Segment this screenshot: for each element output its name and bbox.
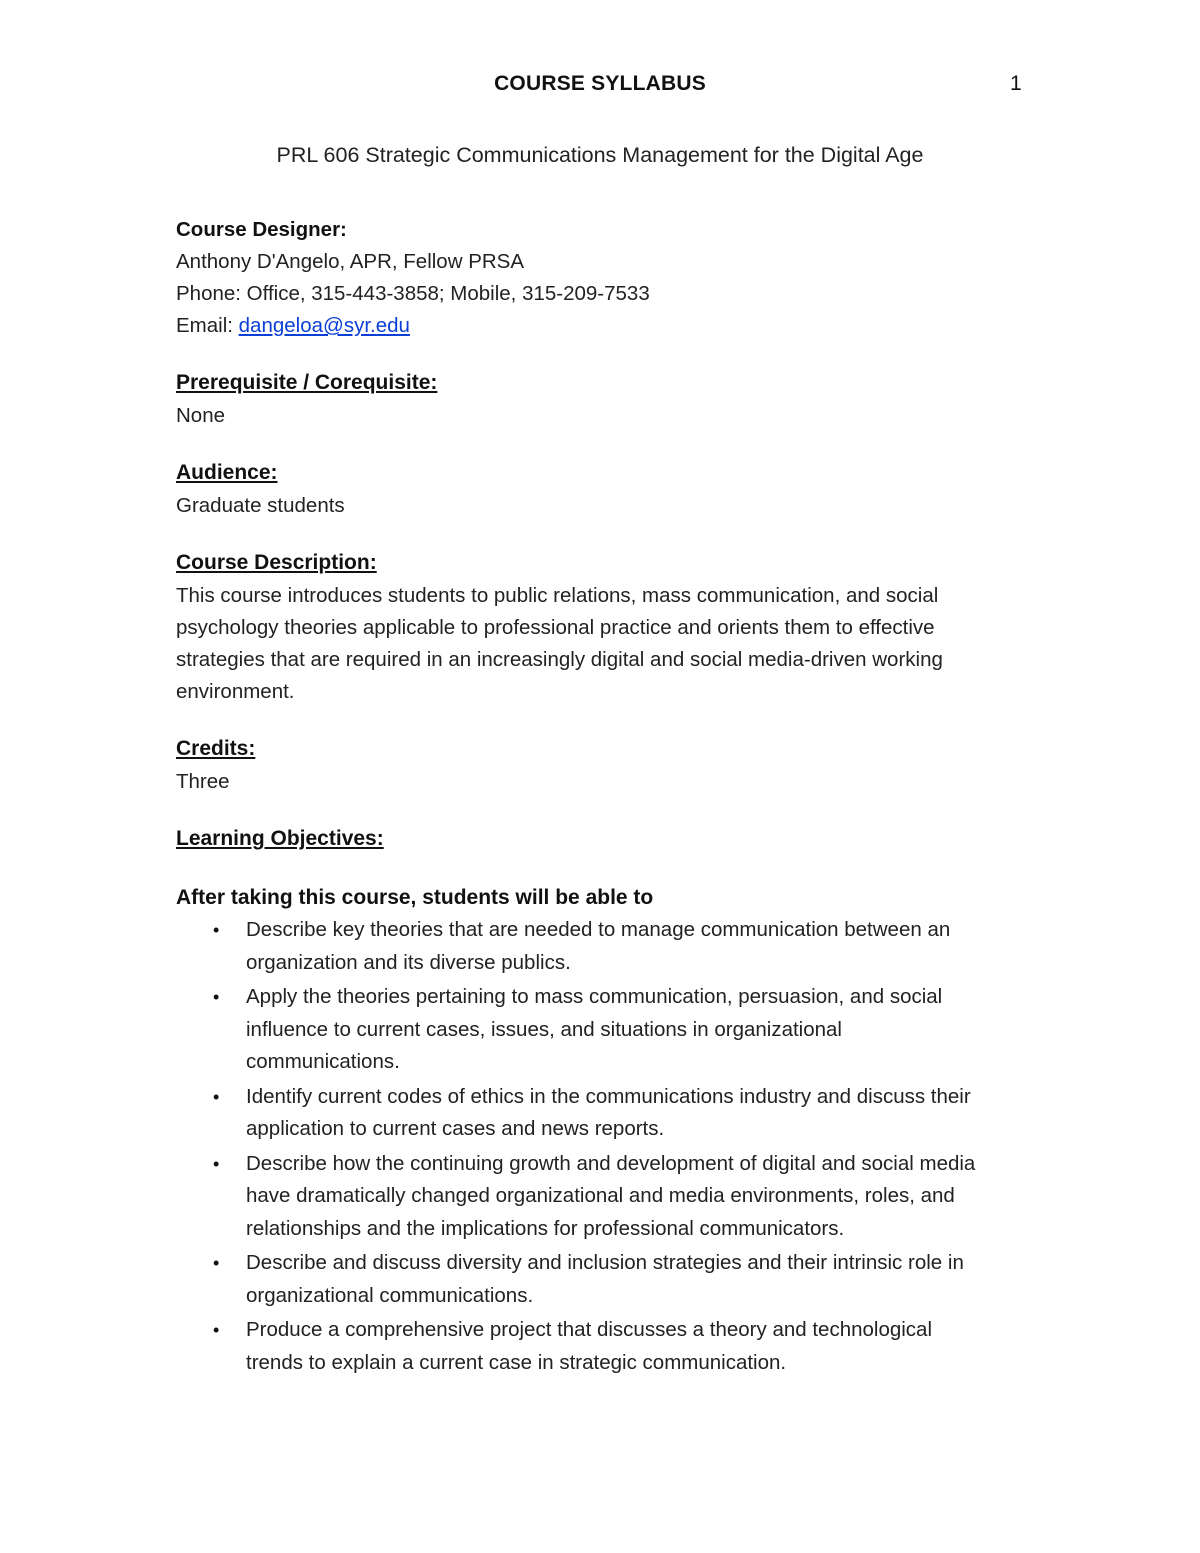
designer-label: Course Designer: bbox=[176, 218, 347, 241]
objective-line: organizational communications. bbox=[246, 1283, 534, 1307]
email-label: Email: bbox=[176, 314, 239, 337]
prerequisite-section bbox=[176, 366, 1036, 432]
description-line: environment. bbox=[176, 680, 295, 703]
email-link[interactable]: dangeloa@syr.edu bbox=[238, 314, 410, 337]
bullet-icon: • bbox=[213, 1153, 220, 1174]
objective-line: Apply the theories pertaining to mass communication, persuasion, and social bbox=[246, 985, 943, 1008]
objective-line: organization and its diverse publics. bbox=[246, 950, 571, 974]
page-number: 1 bbox=[1010, 72, 1022, 95]
objectives-list bbox=[176, 914, 1036, 1379]
audience-value: Graduate students bbox=[176, 494, 345, 517]
objective-line: relationships and the implications for professional communicators. bbox=[246, 1216, 845, 1240]
document-body bbox=[176, 214, 1036, 1381]
objective-line: trends to explain a current case in strategic communication. bbox=[246, 1350, 787, 1374]
objective-item bbox=[176, 1081, 1036, 1146]
bullet-icon: • bbox=[213, 1253, 220, 1273]
description-section bbox=[176, 546, 1036, 708]
objective-item bbox=[176, 1314, 1036, 1379]
objective-line: Identify current codes of ethics in the communications industry and discuss their bbox=[246, 1084, 971, 1108]
objective-line: application to current cases and news reports. bbox=[246, 1117, 665, 1140]
bullet-icon: • bbox=[213, 1320, 220, 1340]
objective-item bbox=[176, 914, 1036, 979]
description-line: psychology theories applicable to professional practice and orients them to effective bbox=[176, 616, 935, 639]
designer-phone: Phone: Office, 315-443-3858; Mobile, 315-209-7533 bbox=[176, 282, 650, 305]
description-line: strategies that are required in an increasingly digital and social media-driven working bbox=[176, 648, 943, 671]
course-title: PRL 606 Strategic Communications Management for the Digital Age bbox=[276, 143, 924, 167]
designer-name: Anthony D'Angelo, APR, Fellow PRSA bbox=[176, 250, 525, 273]
audience-heading: Audience: bbox=[176, 461, 278, 484]
bullet-icon: • bbox=[213, 987, 220, 1007]
prerequisite-heading: Prerequisite / Corequisite: bbox=[176, 371, 438, 394]
objective-line: have dramatically changed organizational and media environments, roles, and bbox=[246, 1184, 955, 1207]
credits-heading: Credits: bbox=[176, 737, 256, 760]
designer-email-line bbox=[176, 310, 1036, 342]
prerequisite-value: None bbox=[176, 404, 226, 427]
objective-line: Describe how the continuing growth and development of digital and social media bbox=[246, 1151, 976, 1175]
running-header-title: COURSE SYLLABUS bbox=[494, 72, 706, 95]
designer-section bbox=[176, 214, 1036, 342]
description-heading: Course Description: bbox=[176, 551, 377, 574]
objective-line: Describe key theories that are needed to manage communication between an bbox=[246, 918, 951, 941]
objective-line: Produce a comprehensive project that discusses a theory and technological bbox=[246, 1318, 933, 1341]
description-line: This course introduces students to public relations, mass communication, and social bbox=[176, 584, 939, 607]
bullet-icon: • bbox=[213, 1086, 220, 1107]
objective-item bbox=[176, 1148, 1036, 1246]
audience-section bbox=[176, 456, 1036, 522]
objectives-lead: After taking this course, students will be able to bbox=[176, 886, 654, 909]
objective-item bbox=[176, 1247, 1036, 1312]
bullet-icon: • bbox=[213, 920, 220, 940]
objectives-heading: Learning Objectives: bbox=[176, 827, 384, 850]
credits-value: Three bbox=[176, 770, 230, 793]
objective-line: Describe and discuss diversity and inclusion strategies and their intrinsic role in bbox=[246, 1251, 964, 1274]
objectives-section bbox=[176, 822, 1036, 1379]
credits-section bbox=[176, 732, 1036, 798]
objective-line: communications. bbox=[246, 1050, 400, 1073]
objective-line: influence to current cases, issues, and situations in organizational bbox=[246, 1017, 842, 1041]
objective-item bbox=[176, 981, 1036, 1079]
